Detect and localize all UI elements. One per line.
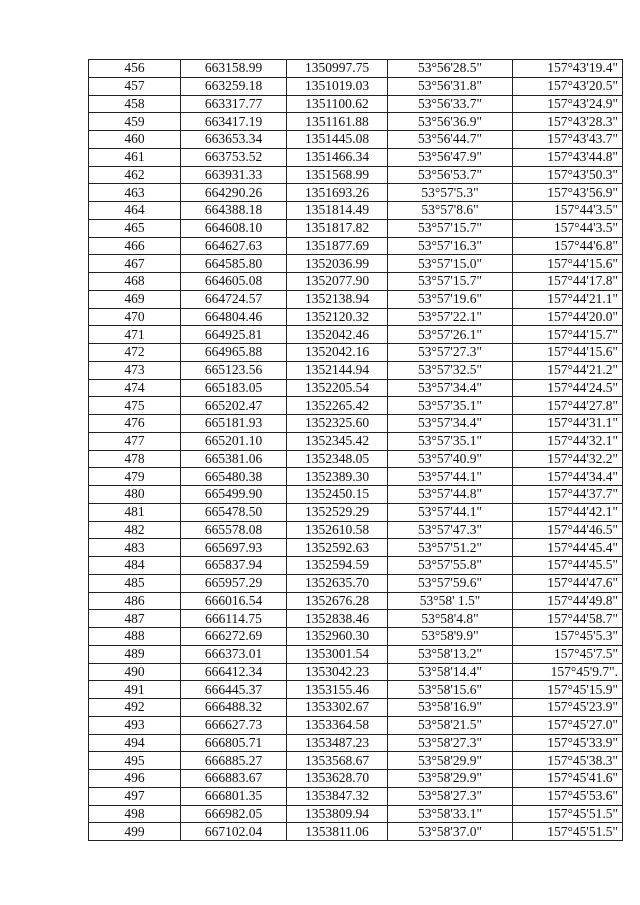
longitude-cell: 157°44'3.5" (513, 202, 623, 220)
longitude-cell: 157°44'20.0" (513, 308, 623, 326)
y-coordinate-cell: 1351877.69 (287, 237, 388, 255)
point-number-cell: 465 (89, 219, 181, 237)
latitude-cell: 53°56'28.5" (388, 60, 513, 78)
latitude-cell: 53°58'4.8" (388, 610, 513, 628)
longitude-cell: 157°43'43.7" (513, 131, 623, 149)
table-row (89, 539, 623, 557)
longitude-cell: 157°44'37.7" (513, 486, 623, 504)
point-number-cell: 468 (89, 273, 181, 291)
y-coordinate-cell: 1353042.23 (287, 663, 388, 681)
y-coordinate-cell: 1352205.54 (287, 379, 388, 397)
table-row (89, 344, 623, 362)
table-row (89, 699, 623, 717)
point-number-cell: 483 (89, 539, 181, 557)
table-row (89, 450, 623, 468)
longitude-cell: 157°44'15.6" (513, 255, 623, 273)
y-coordinate-cell: 1352676.28 (287, 592, 388, 610)
latitude-cell: 53°58'29.9" (388, 770, 513, 788)
table-row (89, 610, 623, 628)
latitude-cell: 53°58'16.9" (388, 699, 513, 717)
x-coordinate-cell: 663317.77 (181, 95, 287, 113)
y-coordinate-cell: 1351466.34 (287, 148, 388, 166)
y-coordinate-cell: 1352120.32 (287, 308, 388, 326)
latitude-cell: 53°56'44.7" (388, 131, 513, 149)
y-coordinate-cell: 1351568.99 (287, 166, 388, 184)
longitude-cell: 157°44'15.6" (513, 344, 623, 362)
x-coordinate-cell: 664804.46 (181, 308, 287, 326)
longitude-cell: 157°45'33.9" (513, 734, 623, 752)
longitude-cell: 157°44'32.1" (513, 432, 623, 450)
x-coordinate-cell: 665499.90 (181, 486, 287, 504)
y-coordinate-cell: 1352838.46 (287, 610, 388, 628)
latitude-cell: 53°58'29.9" (388, 752, 513, 770)
latitude-cell: 53°57'44.1" (388, 468, 513, 486)
x-coordinate-cell: 665201.10 (181, 432, 287, 450)
latitude-cell: 53°58'13.2" (388, 645, 513, 663)
y-coordinate-cell: 1353487.23 (287, 734, 388, 752)
latitude-cell: 53°57'16.3" (388, 237, 513, 255)
longitude-cell: 157°43'56.9" (513, 184, 623, 202)
latitude-cell: 53°57'40.9" (388, 450, 513, 468)
y-coordinate-cell: 1352594.59 (287, 557, 388, 575)
longitude-cell: 157°43'20.5" (513, 77, 623, 95)
point-number-cell: 458 (89, 95, 181, 113)
y-coordinate-cell: 1352345.42 (287, 432, 388, 450)
latitude-cell: 53°57'5.3" (388, 184, 513, 202)
x-coordinate-cell: 666885.27 (181, 752, 287, 770)
table-row (89, 468, 623, 486)
x-coordinate-cell: 666627.73 (181, 716, 287, 734)
table-row (89, 770, 623, 788)
point-number-cell: 496 (89, 770, 181, 788)
table-row (89, 432, 623, 450)
table-row (89, 521, 623, 539)
latitude-cell: 53°57'15.0" (388, 255, 513, 273)
y-coordinate-cell: 1352036.99 (287, 255, 388, 273)
point-number-cell: 469 (89, 290, 181, 308)
x-coordinate-cell: 666982.05 (181, 805, 287, 823)
latitude-cell: 53°58'27.3" (388, 734, 513, 752)
point-number-cell: 464 (89, 202, 181, 220)
x-coordinate-cell: 664925.81 (181, 326, 287, 344)
longitude-cell: 157°44'49.8" (513, 592, 623, 610)
latitude-cell: 53°58'21.5" (388, 716, 513, 734)
x-coordinate-cell: 663259.18 (181, 77, 287, 95)
x-coordinate-cell: 666883.67 (181, 770, 287, 788)
point-number-cell: 492 (89, 699, 181, 717)
table-row (89, 823, 623, 841)
point-number-cell: 467 (89, 255, 181, 273)
y-coordinate-cell: 1352610.58 (287, 521, 388, 539)
y-coordinate-cell: 1353847.32 (287, 787, 388, 805)
latitude-cell: 53°57'19.6" (388, 290, 513, 308)
x-coordinate-cell: 665183.05 (181, 379, 287, 397)
latitude-cell: 53°57'22.1" (388, 308, 513, 326)
x-coordinate-cell: 664608.10 (181, 219, 287, 237)
latitude-cell: 53°58'27.3" (388, 787, 513, 805)
latitude-cell: 53°58'14.4" (388, 663, 513, 681)
y-coordinate-cell: 1352592.63 (287, 539, 388, 557)
latitude-cell: 53°56'47.9" (388, 148, 513, 166)
y-coordinate-cell: 1352138.94 (287, 290, 388, 308)
latitude-cell: 53°56'31.8" (388, 77, 513, 95)
longitude-cell: 157°43'44.8" (513, 148, 623, 166)
y-coordinate-cell: 1351693.26 (287, 184, 388, 202)
table-row (89, 574, 623, 592)
table-row (89, 716, 623, 734)
longitude-cell: 157°45'51.5" (513, 823, 623, 841)
table-row (89, 663, 623, 681)
point-number-cell: 488 (89, 628, 181, 646)
table-row (89, 628, 623, 646)
table-row (89, 681, 623, 699)
longitude-cell: 157°43'50.3" (513, 166, 623, 184)
longitude-cell: 157°45'7.5" (513, 645, 623, 663)
longitude-cell: 157°44'47.6" (513, 574, 623, 592)
x-coordinate-cell: 663931.33 (181, 166, 287, 184)
table-row (89, 805, 623, 823)
y-coordinate-cell: 1352960.30 (287, 628, 388, 646)
latitude-cell: 53°58'33.1" (388, 805, 513, 823)
table-row (89, 113, 623, 131)
y-coordinate-cell: 1352635.70 (287, 574, 388, 592)
point-number-cell: 456 (89, 60, 181, 78)
latitude-cell: 53°57'8.6" (388, 202, 513, 220)
y-coordinate-cell: 1353155.46 (287, 681, 388, 699)
point-number-cell: 459 (89, 113, 181, 131)
x-coordinate-cell: 666016.54 (181, 592, 287, 610)
point-number-cell: 495 (89, 752, 181, 770)
point-number-cell: 474 (89, 379, 181, 397)
x-coordinate-cell: 663753.52 (181, 148, 287, 166)
y-coordinate-cell: 1352348.05 (287, 450, 388, 468)
longitude-cell: 157°44'3.5" (513, 219, 623, 237)
table-row (89, 326, 623, 344)
point-number-cell: 489 (89, 645, 181, 663)
table-row (89, 77, 623, 95)
point-number-cell: 479 (89, 468, 181, 486)
y-coordinate-cell: 1352265.42 (287, 397, 388, 415)
longitude-cell: 157°44'45.4" (513, 539, 623, 557)
y-coordinate-cell: 1351817.82 (287, 219, 388, 237)
y-coordinate-cell: 1352389.30 (287, 468, 388, 486)
latitude-cell: 53°57'34.4" (388, 415, 513, 433)
longitude-cell: 157°45'15.9" (513, 681, 623, 699)
table-row (89, 379, 623, 397)
latitude-cell: 53°56'36.9" (388, 113, 513, 131)
point-number-cell: 498 (89, 805, 181, 823)
point-number-cell: 462 (89, 166, 181, 184)
y-coordinate-cell: 1353628.70 (287, 770, 388, 788)
x-coordinate-cell: 665181.93 (181, 415, 287, 433)
point-number-cell: 460 (89, 131, 181, 149)
latitude-cell: 53°57'44.1" (388, 503, 513, 521)
x-coordinate-cell: 664290.26 (181, 184, 287, 202)
x-coordinate-cell: 666445.37 (181, 681, 287, 699)
table-row (89, 219, 623, 237)
y-coordinate-cell: 1352450.15 (287, 486, 388, 504)
latitude-cell: 53°58'9.9" (388, 628, 513, 646)
table-row (89, 95, 623, 113)
point-number-cell: 486 (89, 592, 181, 610)
x-coordinate-cell: 666412.34 (181, 663, 287, 681)
table-row (89, 148, 623, 166)
x-coordinate-cell: 665957.29 (181, 574, 287, 592)
table-row (89, 592, 623, 610)
longitude-cell: 157°44'21.1" (513, 290, 623, 308)
point-number-cell: 478 (89, 450, 181, 468)
x-coordinate-cell: 665578.08 (181, 521, 287, 539)
x-coordinate-cell: 665381.06 (181, 450, 287, 468)
point-number-cell: 480 (89, 486, 181, 504)
point-number-cell: 499 (89, 823, 181, 841)
y-coordinate-cell: 1351814.49 (287, 202, 388, 220)
x-coordinate-cell: 663158.99 (181, 60, 287, 78)
y-coordinate-cell: 1351445.08 (287, 131, 388, 149)
latitude-cell: 53°57'47.3" (388, 521, 513, 539)
longitude-cell: 157°44'27.8" (513, 397, 623, 415)
table-row (89, 486, 623, 504)
latitude-cell: 53°58' 1.5" (388, 592, 513, 610)
y-coordinate-cell: 1353809.94 (287, 805, 388, 823)
x-coordinate-cell: 666373.01 (181, 645, 287, 663)
y-coordinate-cell: 1350997.75 (287, 60, 388, 78)
coordinates-table-body (89, 60, 623, 841)
x-coordinate-cell: 664585.80 (181, 255, 287, 273)
longitude-cell: 157°45'38.3" (513, 752, 623, 770)
table-row (89, 60, 623, 78)
point-number-cell: 481 (89, 503, 181, 521)
longitude-cell: 157°44'24.5" (513, 379, 623, 397)
table-row (89, 787, 623, 805)
point-number-cell: 490 (89, 663, 181, 681)
y-coordinate-cell: 1353302.67 (287, 699, 388, 717)
point-number-cell: 471 (89, 326, 181, 344)
latitude-cell: 53°58'15.6" (388, 681, 513, 699)
x-coordinate-cell: 666805.71 (181, 734, 287, 752)
y-coordinate-cell: 1352042.16 (287, 344, 388, 362)
table-row (89, 202, 623, 220)
x-coordinate-cell: 666272.69 (181, 628, 287, 646)
latitude-cell: 53°57'35.1" (388, 432, 513, 450)
table-row (89, 131, 623, 149)
x-coordinate-cell: 665478.50 (181, 503, 287, 521)
x-coordinate-cell: 666801.35 (181, 787, 287, 805)
point-number-cell: 475 (89, 397, 181, 415)
table-row (89, 237, 623, 255)
latitude-cell: 53°57'59.6" (388, 574, 513, 592)
longitude-cell: 157°45'5.3" (513, 628, 623, 646)
y-coordinate-cell: 1352529.29 (287, 503, 388, 521)
table-row (89, 557, 623, 575)
x-coordinate-cell: 664388.18 (181, 202, 287, 220)
y-coordinate-cell: 1351100.62 (287, 95, 388, 113)
y-coordinate-cell: 1352325.60 (287, 415, 388, 433)
x-coordinate-cell: 665697.93 (181, 539, 287, 557)
table-row (89, 290, 623, 308)
longitude-cell: 157°44'15.7" (513, 326, 623, 344)
x-coordinate-cell: 664724.57 (181, 290, 287, 308)
point-number-cell: 484 (89, 557, 181, 575)
table-row (89, 645, 623, 663)
point-number-cell: 477 (89, 432, 181, 450)
longitude-cell: 157°44'58.7" (513, 610, 623, 628)
y-coordinate-cell: 1352042.46 (287, 326, 388, 344)
latitude-cell: 53°57'15.7" (388, 219, 513, 237)
longitude-cell: 157°45'9.7". (513, 663, 623, 681)
point-number-cell: 485 (89, 574, 181, 592)
latitude-cell: 53°57'27.3" (388, 344, 513, 362)
longitude-cell: 157°44'45.5" (513, 557, 623, 575)
latitude-cell: 53°57'26.1" (388, 326, 513, 344)
y-coordinate-cell: 1353364.58 (287, 716, 388, 734)
x-coordinate-cell: 663653.34 (181, 131, 287, 149)
longitude-cell: 157°45'27.0" (513, 716, 623, 734)
point-number-cell: 472 (89, 344, 181, 362)
latitude-cell: 53°57'51.2" (388, 539, 513, 557)
table-row (89, 308, 623, 326)
latitude-cell: 53°57'35.1" (388, 397, 513, 415)
point-number-cell: 494 (89, 734, 181, 752)
y-coordinate-cell: 1352077.90 (287, 273, 388, 291)
table-row (89, 255, 623, 273)
point-number-cell: 470 (89, 308, 181, 326)
table-row (89, 734, 623, 752)
longitude-cell: 157°44'6.8" (513, 237, 623, 255)
y-coordinate-cell: 1353811.06 (287, 823, 388, 841)
point-number-cell: 461 (89, 148, 181, 166)
point-number-cell: 491 (89, 681, 181, 699)
y-coordinate-cell: 1353568.67 (287, 752, 388, 770)
longitude-cell: 157°43'19.4" (513, 60, 623, 78)
point-number-cell: 476 (89, 415, 181, 433)
table-row (89, 752, 623, 770)
point-number-cell: 463 (89, 184, 181, 202)
latitude-cell: 53°57'15.7" (388, 273, 513, 291)
x-coordinate-cell: 664627.63 (181, 237, 287, 255)
x-coordinate-cell: 666488.32 (181, 699, 287, 717)
y-coordinate-cell: 1351161.88 (287, 113, 388, 131)
point-number-cell: 457 (89, 77, 181, 95)
table-row (89, 415, 623, 433)
x-coordinate-cell: 665123.56 (181, 361, 287, 379)
point-number-cell: 473 (89, 361, 181, 379)
latitude-cell: 53°56'53.7" (388, 166, 513, 184)
y-coordinate-cell: 1351019.03 (287, 77, 388, 95)
longitude-cell: 157°43'28.3" (513, 113, 623, 131)
longitude-cell: 157°45'51.5" (513, 805, 623, 823)
longitude-cell: 157°44'42.1" (513, 503, 623, 521)
longitude-cell: 157°45'23.9" (513, 699, 623, 717)
coordinates-table (88, 59, 623, 841)
table-row (89, 503, 623, 521)
table-row (89, 166, 623, 184)
longitude-cell: 157°44'31.1" (513, 415, 623, 433)
longitude-cell: 157°45'41.6" (513, 770, 623, 788)
longitude-cell: 157°44'46.5" (513, 521, 623, 539)
x-coordinate-cell: 665837.94 (181, 557, 287, 575)
table-row (89, 184, 623, 202)
point-number-cell: 497 (89, 787, 181, 805)
x-coordinate-cell: 665202.47 (181, 397, 287, 415)
point-number-cell: 487 (89, 610, 181, 628)
y-coordinate-cell: 1353001.54 (287, 645, 388, 663)
latitude-cell: 53°57'32.5" (388, 361, 513, 379)
latitude-cell: 53°57'55.8" (388, 557, 513, 575)
latitude-cell: 53°57'34.4" (388, 379, 513, 397)
y-coordinate-cell: 1352144.94 (287, 361, 388, 379)
table-row (89, 361, 623, 379)
x-coordinate-cell: 664965.88 (181, 344, 287, 362)
x-coordinate-cell: 665480.38 (181, 468, 287, 486)
latitude-cell: 53°56'33.7" (388, 95, 513, 113)
longitude-cell: 157°43'24.9" (513, 95, 623, 113)
point-number-cell: 466 (89, 237, 181, 255)
longitude-cell: 157°44'34.4" (513, 468, 623, 486)
point-number-cell: 482 (89, 521, 181, 539)
longitude-cell: 157°45'53.6" (513, 787, 623, 805)
latitude-cell: 53°58'37.0" (388, 823, 513, 841)
point-number-cell: 493 (89, 716, 181, 734)
x-coordinate-cell: 664605.08 (181, 273, 287, 291)
longitude-cell: 157°44'21.2" (513, 361, 623, 379)
table-row (89, 397, 623, 415)
x-coordinate-cell: 666114.75 (181, 610, 287, 628)
table-row (89, 273, 623, 291)
longitude-cell: 157°44'17.8" (513, 273, 623, 291)
x-coordinate-cell: 667102.04 (181, 823, 287, 841)
x-coordinate-cell: 663417.19 (181, 113, 287, 131)
longitude-cell: 157°44'32.2" (513, 450, 623, 468)
latitude-cell: 53°57'44.8" (388, 486, 513, 504)
